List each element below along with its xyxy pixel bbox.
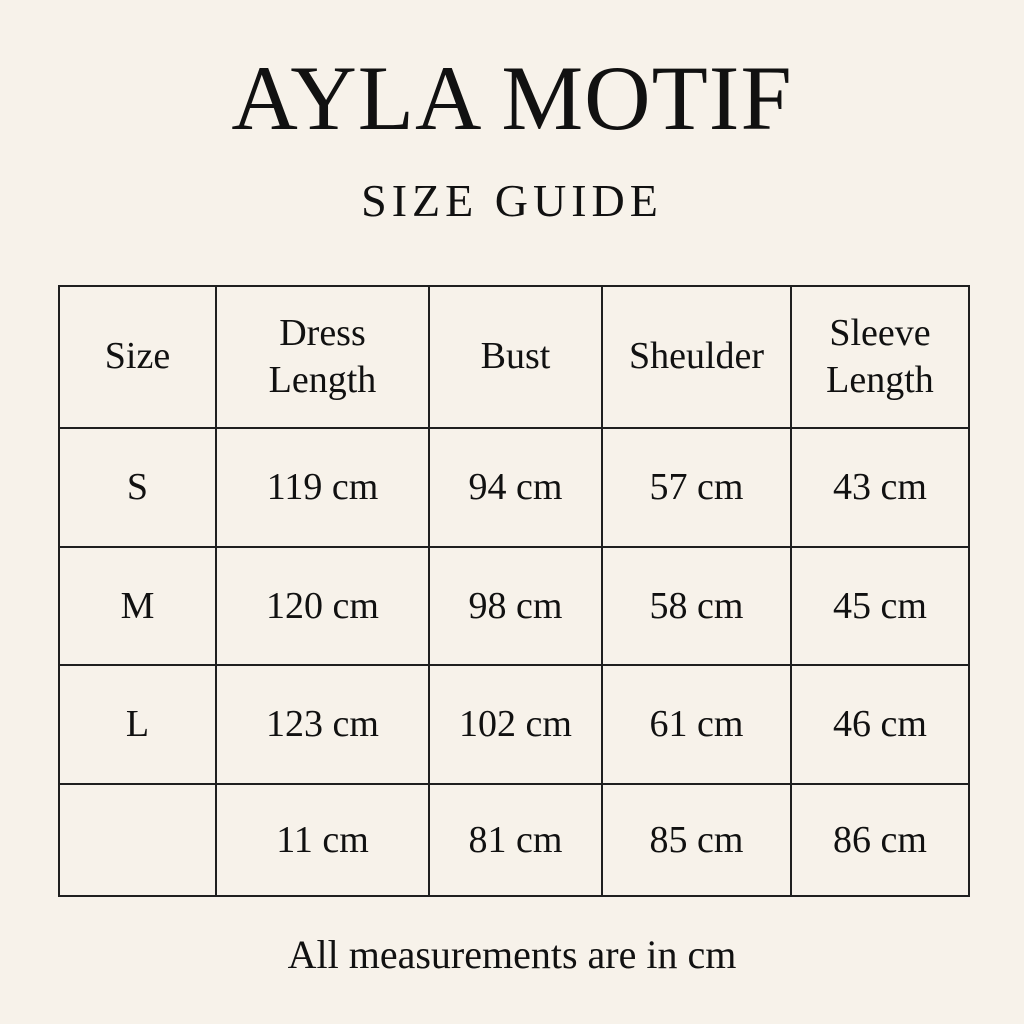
header-size-label: Size — [104, 335, 171, 378]
header-sleeve-length-line1: Sleeve — [829, 311, 931, 354]
cell-size: L — [59, 665, 216, 784]
cell-bust: 81 cm — [429, 784, 602, 897]
cell-sleeve-length: 45 cm — [791, 547, 969, 666]
header-dress-length-line2: Length — [268, 359, 377, 401]
cell-bust: 98 cm — [429, 547, 602, 666]
cell-dress-length: 123 cm — [216, 665, 429, 784]
cell-sleeve-length: 86 cm — [791, 784, 969, 897]
header-bust-label: Bust — [480, 335, 551, 378]
cell-size: S — [59, 428, 216, 547]
size-table — [58, 285, 970, 897]
table-row — [59, 665, 969, 784]
cell-shoulder: 57 cm — [602, 428, 791, 547]
header-dress-length — [216, 286, 429, 428]
table-row — [59, 784, 969, 897]
footer-note: All measurements are in cm — [287, 932, 737, 977]
cell-bust: 94 cm — [429, 428, 602, 547]
cell-sleeve-length: 46 cm — [791, 665, 969, 784]
table-row — [59, 428, 969, 547]
cell-size: M — [59, 547, 216, 666]
header-shoulder — [602, 286, 791, 428]
header-dress-length-line1: Dress — [279, 311, 366, 354]
table-header-row — [59, 286, 969, 428]
header-bust — [429, 286, 602, 428]
header-sleeve-length — [791, 286, 969, 428]
header-sleeve-length-line2: Length — [826, 359, 934, 401]
header-size — [59, 286, 216, 428]
cell-dress-length: 11 cm — [216, 784, 429, 897]
table-row — [59, 547, 969, 666]
cell-shoulder: 85 cm — [602, 784, 791, 897]
brand-title: AYLA MOTIF — [231, 47, 793, 149]
cell-dress-length: 119 cm — [216, 428, 429, 547]
header-shoulder-label: Sheulder — [628, 335, 765, 378]
cell-shoulder: 61 cm — [602, 665, 791, 784]
cell-size — [59, 784, 216, 897]
cell-sleeve-length: 43 cm — [791, 428, 969, 547]
cell-dress-length: 120 cm — [216, 547, 429, 666]
cell-shoulder: 58 cm — [602, 547, 791, 666]
page-subtitle: SIZE GUIDE — [361, 175, 663, 226]
cell-bust: 102 cm — [429, 665, 602, 784]
